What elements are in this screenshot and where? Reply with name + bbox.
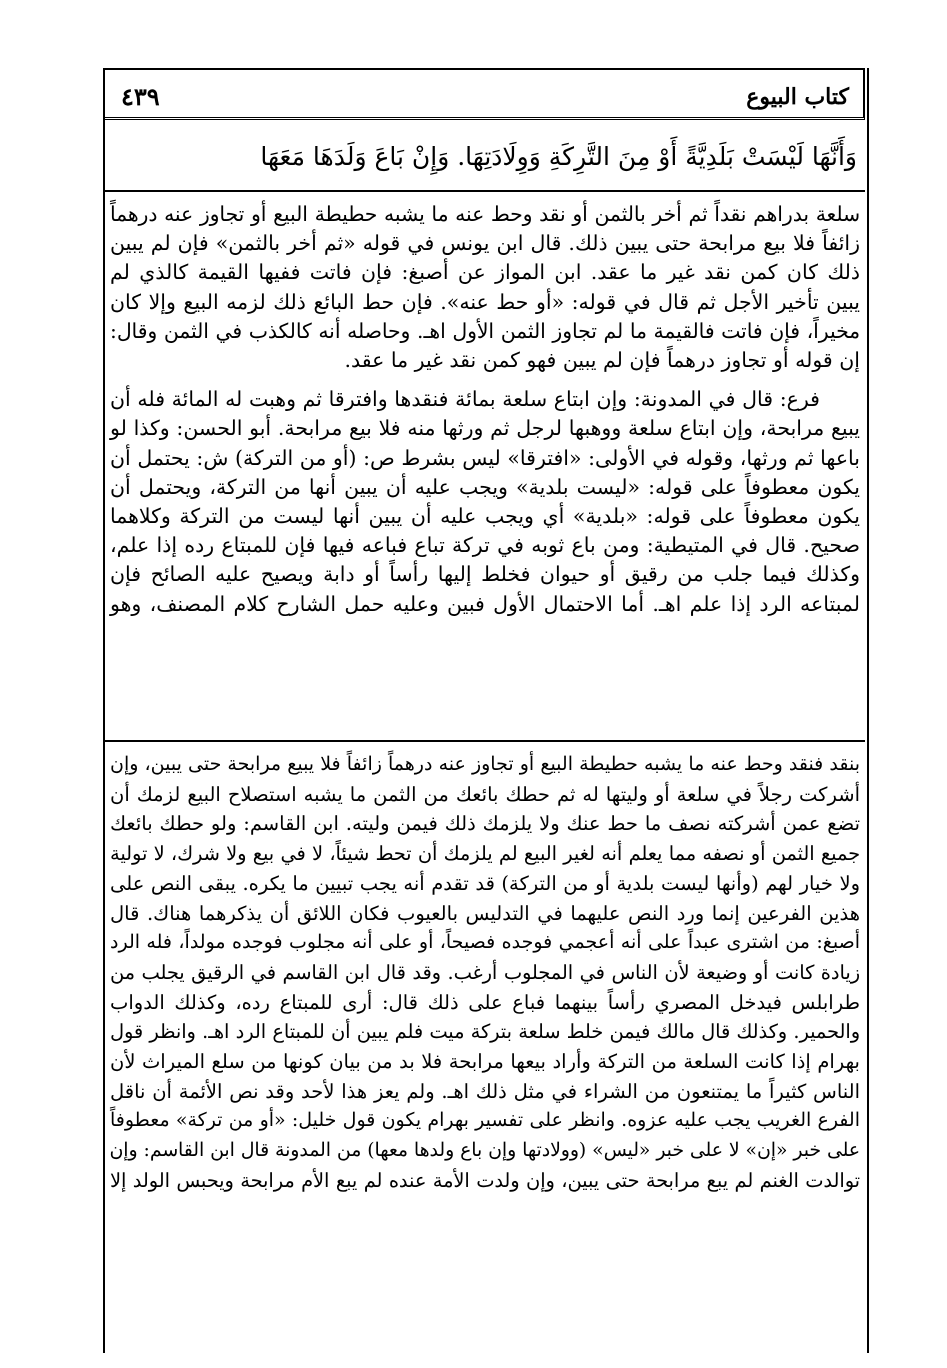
top-divider <box>103 190 865 192</box>
text-line: هذين الفرعين إنما ورد النص عليهما في التدليس بالعيوب فكان اللائق أن يذكرهما هناك. قال <box>110 901 860 925</box>
page-header <box>103 68 865 120</box>
text-line: بنقد فنقد وحط عنه ما يشبه حطيطة البيع أو تجاوز عنه درهماً زائفاً فلا يبيع مرابحة حتى يبين، وإن <box>110 753 860 775</box>
text-line: يكون معطوفاً على قوله: «بلدية» أي ويجب عليه أن يبين أنها ليست من التركة وكلاهما <box>110 504 860 529</box>
text-line: يكون معطوفاً على قوله: «ليست بلدية» ويجب عليه أن يبين أنها من التركة، ويحتمل أن <box>110 474 860 499</box>
text-line: الفرع الغريب يجب عليه عزوه. وانظر على تفسير بهرام يكون قول خليل: «أو من تركة» معطوفاً <box>110 1109 860 1132</box>
text-line: جميع الثمن أو نصفه مما يعلم أنه لغير البيع لم يلزمك أن تحط شيئاً، لا في بيع ولا شرك، لا تولية <box>110 842 860 866</box>
text-line: توالدت الغنم لم يبع مرابحة حتى يبين، وإن ولدت الأمة عنده لم يبع الأم مرابحة ويحبس الولد إلا <box>110 1168 860 1192</box>
text-line: زيادة كانت أو وضيعة لأن الناس في المجلوب أرغب. وقد قال ابن القاسم في الرقيق يجلب من <box>110 960 860 984</box>
running-title: كتاب البيوع <box>746 84 849 110</box>
text-line: لمبتاعه الرد إذا علم اهـ. أما الاحتمال الأول فبين وعليه حمل الشارح كلام المصنف، وهو <box>110 591 860 616</box>
text-line: يبيع مرابحة، وإن ابتاع سلعة ووهبها لرجل ثم ورثها منه فلا بيع مرابحة. أبو الحسن: وكذا لو <box>110 416 860 441</box>
text-line: صحيح. قال في المتيطية: ومن باع ثوبه في تركة تباع فباعه فيها فإن للمبتاع رده إذا علم، <box>110 533 860 558</box>
text-line: طرابلس فيدخل المصري رأساً بينهما فباع على ذلك قال: أرى للمبتاع رده، وكذلك الدواب <box>110 990 860 1014</box>
matn-text: وَأَنَّهَا لَيْسَتْ بَلَدِيَّةً أَوْ مِنَ التَّرِكَةِ وَوِلَادَتِهَا. وَإِنْ بَاعَ وَلَدَهَا مَعَهَا <box>260 142 857 171</box>
text-line: باعها ثم ورثها، وقوله في الأولى: «افترقا» ليس بشرط ص: (أو من التركة) ش: يحتمل أن <box>110 445 860 470</box>
gloss-paragraph <box>110 750 860 1196</box>
text-line: على خبر «إن» لا على خبر «ليس» (وولادتها وإن باع ولدها معها) من المدونة قال ابن القاسم: وإن <box>109 1140 860 1162</box>
text-line: وكذلك فيما جلب من رقيق أو حيوان فخلط إليها رأساً أو دابة ويصيح عليه الصائح فإن <box>110 562 860 587</box>
commentary-paragraph-2 <box>110 385 860 619</box>
text-line: مخيراً، فإن فاتت فالقيمة ما لم تجاوز الثمن الأول اهـ. وحاصله أنه كالكذب في الثمن وقال: <box>110 318 860 343</box>
gloss-section <box>110 750 860 1196</box>
middle-divider <box>103 740 865 742</box>
text-line: سلعة بدراهم نقداً ثم أخر بالثمن أو نقد وحط عنه ما يشبه حطيطة البيع أو تجاوز عنه درهماً <box>110 202 860 226</box>
text-line: ذلك كان كمن نقد غير ما عقد. ابن المواز عن أصبغ: فإن فاتت ففيها القيمة كالذي لم <box>110 260 860 285</box>
text-line: زائفاً فلا بيع مرابحة حتى يبين ذلك. قال ابن يونس في قوله «ثم أخر بالثمن» فإن لم يبين <box>110 231 860 256</box>
text-line: إن قوله أو تجاوز درهماً فإن لم يبين فهو كمن نقد غير ما عقد. <box>344 348 860 373</box>
commentary-section <box>110 200 860 619</box>
text-line: فرع: قال في المدونة: وإن ابتاع سلعة بمائة فنقدها وافترقا ثم وهبت له المائة فله أن <box>110 387 820 412</box>
text-line: الناس كثيراً ما يمتنعون من الشراء في مثل ذلك اهـ. ولم يعز هذا لأحد وقد نص الأئمة أن ناقل <box>110 1079 860 1103</box>
text-line: والحمير. وكذلك قال مالك فيمن خلط سلعة بتركة ميت فلم يبين أن للمبتاع الرد اهـ. وانظر قول <box>110 1020 860 1044</box>
page-number: ٤٣٩ <box>121 82 160 111</box>
text-line: ولا خيار لهم (وأنها ليست بلدية أو من التركة) قد تقدم أنه يجب تبيين ما يكره. يبقى النص على <box>110 871 860 895</box>
text-line: أشركت رجلاً في سلعة أو وليتها له ثم حطك بائعك من الثمن ما يشبه استصلاح البيع لزمك أن <box>110 782 860 806</box>
text-line: بهرام إذا كانت السلعة من التركة وأراد بيعها مرابحة فلا بد من بيان كونها من سلع الميراث لأن <box>110 1050 860 1074</box>
commentary-paragraph-1 <box>110 200 860 375</box>
text-line: أصبغ: من اشترى عبداً على أنه أعجمي فوجده فصيحاً، أو على أنه مجلوب فوجده مولداً، فله الرد <box>110 931 860 954</box>
text-line: يبين تأخير الأجل ثم قال في قوله: «أو حط عنه». فإن حط البائع ذلك لزمه البيع وإلا كان <box>110 289 860 314</box>
text-line: تضع عمن أشركته نصف ما حط عنك ولا يلزمك ذلك فيمن وليته. ابن القاسم: ولو حطك بائعك <box>110 812 860 836</box>
